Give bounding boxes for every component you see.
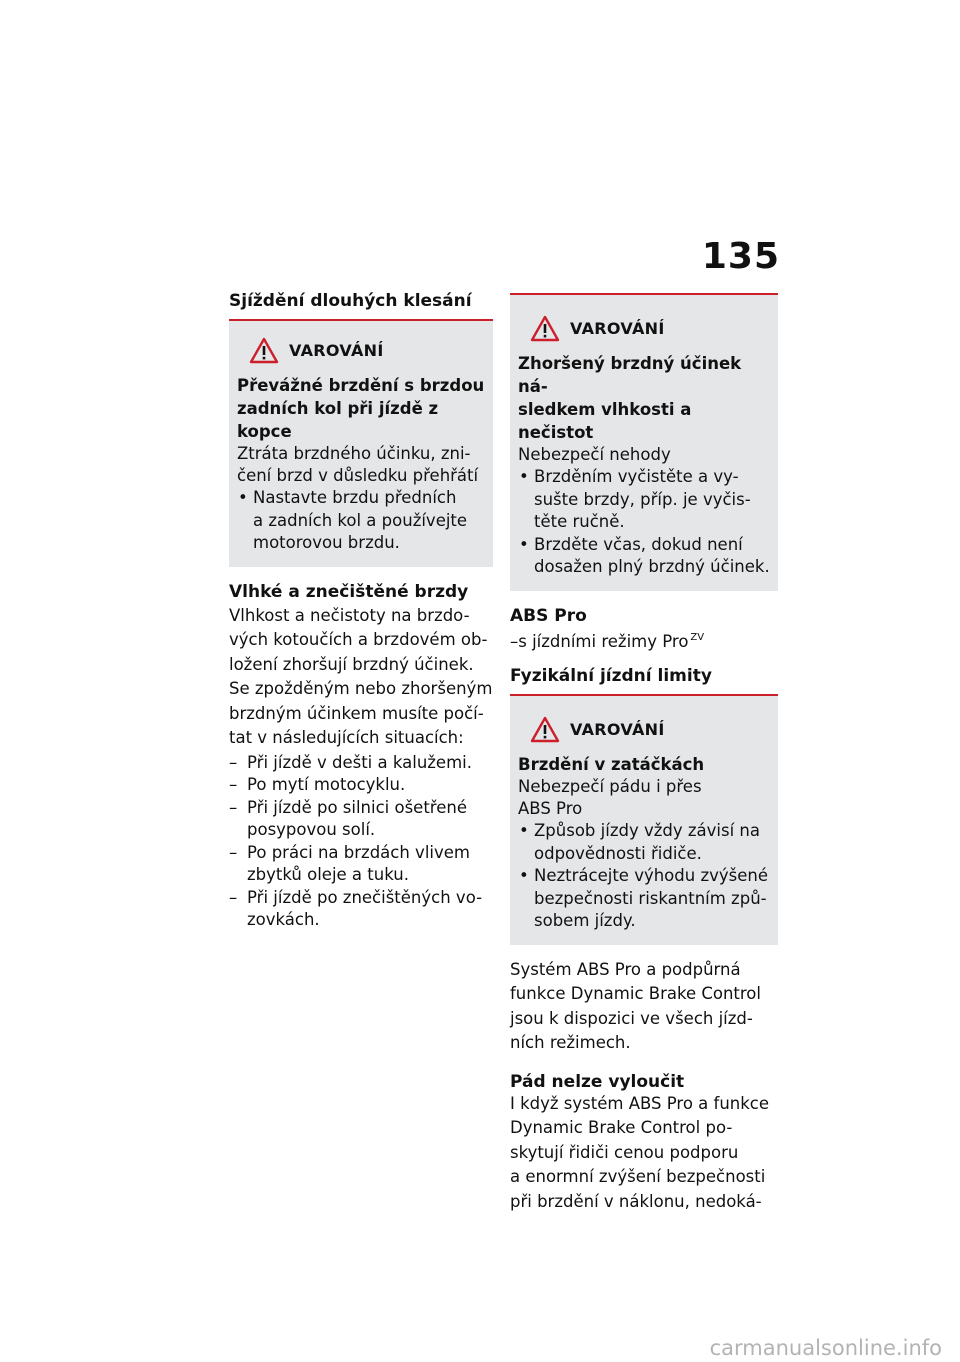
section-title-downhill: Sjíždění dlouhých klesání [229, 291, 472, 311]
warning-header [518, 315, 770, 342]
dash-item [229, 887, 493, 932]
warning-title-line: zadních kol při jízdě z kopce [237, 399, 439, 441]
bullet-line: sušte brzdy, příp. je vyčis- [534, 489, 751, 509]
bullet-line: sobem jízdy. [534, 911, 636, 930]
warning-triangle-icon [249, 337, 279, 364]
dash-line: posypovou solí. [247, 820, 376, 839]
bullet-line: • Nastavte brzdu předních [253, 488, 457, 507]
paragraph-line: jsou k dispozici ve všech jízd- [510, 1008, 753, 1028]
left-column [229, 290, 493, 932]
dash-item [229, 752, 493, 775]
bullet-item [518, 466, 770, 534]
dash-item [229, 774, 493, 797]
paragraph-line: a enormní zvýšení bezpečnosti [510, 1167, 766, 1186]
warning-header [518, 716, 770, 743]
dash-item [229, 842, 493, 887]
bullet-line: • Neztrácejte výhodu zvýšené [534, 866, 768, 885]
bullet-line: dosažen plný brzdný účinek. [534, 557, 770, 576]
warning-text-line: čení brzd v důsledku přehřátí [237, 466, 479, 485]
bullet-line: motorovou brzdu. [253, 533, 400, 552]
paragraph-line: vých kotoučích a brzdovém ob- [229, 630, 488, 649]
right-column [510, 293, 778, 1215]
warning-bullet-list [518, 820, 770, 933]
bullet-line: a zadních kol a používejte [253, 510, 468, 530]
paragraph-line: Se zpožděným nebo zhoršeným [229, 679, 493, 698]
warning-text-line: Nebezpečí pádu i přes [518, 777, 702, 796]
warning-label: VAROVÁNÍ [570, 319, 665, 338]
paragraph-wet-brakes [229, 605, 493, 750]
optional-equipment-note: ZV [690, 631, 705, 643]
warning-box-rear-brake [229, 321, 493, 567]
abs-subtitle-text: –s jízdními režimy Pro [510, 631, 689, 651]
warning-title-line: Zhoršený brzdný účinek ná- [518, 354, 742, 396]
paragraph-line: Vlhkost a nečistoty na brzdo- [229, 605, 470, 625]
bullet-line: • Brzděním vyčistěte a vy- [534, 467, 739, 486]
paragraph-line: tat v následujících situacích: [229, 728, 464, 747]
bullet-line: těte ručně. [534, 512, 625, 531]
paragraph-line: I když systém ABS Pro a funkce [510, 1093, 770, 1113]
bullet-item [518, 865, 770, 933]
paragraph-line: Dynamic Brake Control po- [510, 1118, 733, 1137]
bullet-line: • Brzděte včas, dokud není [534, 534, 743, 554]
warning-label: VAROVÁNÍ [570, 720, 665, 739]
warning-triangle-icon [530, 315, 560, 342]
warning-text-line: Ztráta brzdného účinku, zni- [237, 444, 471, 463]
paragraph-fall [510, 1093, 778, 1214]
watermark: carmanualsonline.info [709, 1336, 942, 1360]
warning-bullet-list [237, 487, 485, 555]
bullet-line: bezpečnosti riskantním způ- [534, 888, 767, 908]
paragraph-line: brzdným účinkem musíte počí- [229, 703, 484, 723]
warning-triangle-icon [530, 716, 560, 743]
paragraph-line: ložení zhoršují brzdný účinek. [229, 654, 474, 674]
dash-line: zbytků oleje a tuku. [247, 865, 409, 884]
warning-header [237, 337, 485, 364]
warning-bullet-list [518, 466, 770, 579]
dash-line: – Po práci na brzdách vlivem [247, 842, 470, 862]
bullet-item [237, 487, 485, 555]
warning-box-wet-brakes [510, 295, 778, 591]
dash-line: – Po mytí motocyklu. [247, 775, 406, 794]
page-number: 135 [701, 236, 780, 277]
paragraph-abs-availability [510, 959, 778, 1055]
situation-list [229, 752, 493, 932]
bullet-line: • Způsob jízdy vždy závisí na [534, 821, 760, 840]
bullet-item [518, 534, 770, 579]
dash-line: zovkách. [247, 910, 320, 929]
section-title-abs-pro: ABS Pro [510, 605, 587, 626]
warning-title-line: Převážné brzdění s brzdou [237, 376, 485, 395]
paragraph-line: při brzdění v náklonu, nedoká- [510, 1191, 762, 1211]
bullet-line: odpovědnosti řidiče. [534, 843, 702, 863]
abs-subtitle [510, 627, 778, 654]
dash-line: – Při jízdě v dešti a kalužemi. [247, 752, 472, 772]
warning-box-cornering [510, 696, 778, 945]
dash-item [229, 797, 493, 842]
section-title-wet-brakes: Vlhké a znečištěné brzdy [229, 581, 469, 602]
paragraph-line: ních režimech. [510, 1033, 631, 1052]
paragraph-line: funkce Dynamic Brake Control [510, 984, 761, 1003]
paragraph-line: skytují řidiči cenou podporu [510, 1142, 739, 1162]
paragraph-line: Systém ABS Pro a podpůrná [510, 959, 741, 979]
warning-text-line: Nebezpečí nehody [518, 445, 671, 464]
dash-line: – Při jízdě po znečištěných vo- [247, 887, 483, 907]
warning-title-line: Brzdění v zatáčkách [518, 755, 705, 774]
section-title-fall-not-excluded: Pád nelze vyloučit [510, 1071, 685, 1092]
section-title-physical-limits: Fyzikální jízdní limity [510, 666, 712, 686]
dash-line: – Při jízdě po silnici ošetřené [247, 797, 467, 817]
warning-text-line: ABS Pro [518, 799, 583, 818]
warning-label: VAROVÁNÍ [289, 341, 384, 360]
warning-title-line: sledkem vlhkosti a nečistot [518, 400, 692, 442]
bullet-item [518, 820, 770, 865]
